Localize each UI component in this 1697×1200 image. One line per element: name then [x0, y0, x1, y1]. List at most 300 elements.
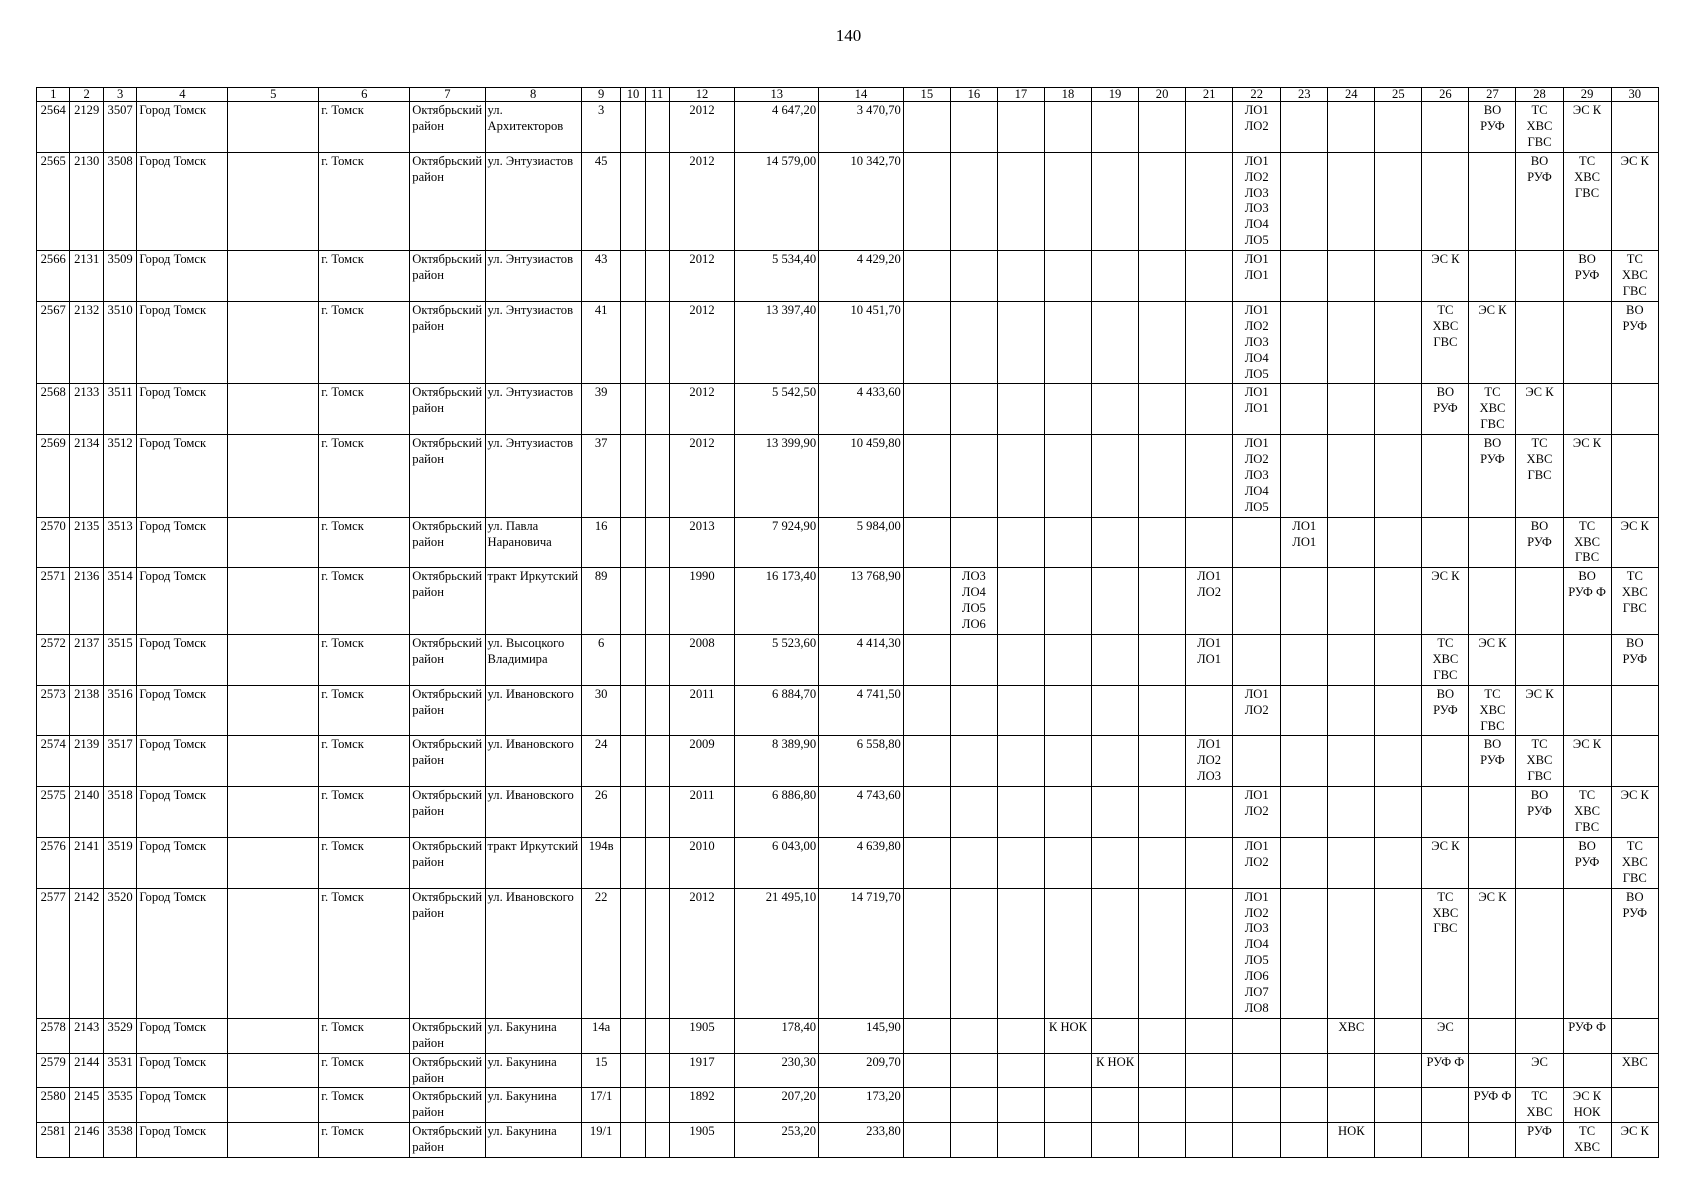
cell-total-area: 8 389,90 — [735, 736, 819, 787]
cell-col-28: ТС ХВС ГВС — [1516, 736, 1563, 787]
cell-col-30: ЭС К — [1611, 517, 1658, 568]
cell-col-17 — [997, 1018, 1044, 1053]
cell-col-22 — [1233, 1123, 1281, 1158]
cell-col-11 — [645, 736, 669, 787]
cell-settlement: г. Томск — [319, 1123, 410, 1158]
cell-col-10 — [621, 517, 645, 568]
column-header-3: 3 — [103, 88, 136, 102]
cell-street: тракт Иркутский — [485, 568, 581, 635]
cell-year-built: 2012 — [669, 888, 735, 1018]
cell-col-25 — [1375, 837, 1422, 888]
cell-col-15 — [903, 635, 950, 686]
cell-living-area: 4 639,80 — [819, 837, 904, 888]
cell-col-30: ТС ХВС ГВС — [1611, 251, 1658, 302]
cell-street: тракт Иркутский — [485, 837, 581, 888]
cell-col-21 — [1186, 435, 1233, 518]
cell-col-11 — [645, 301, 669, 384]
cell-col-17 — [997, 736, 1044, 787]
cell-col-24 — [1328, 1053, 1375, 1088]
cell-col-18 — [1044, 736, 1091, 787]
cell-col-22: ЛО1 ЛО2 ЛО3 ЛО4 ЛО5 — [1233, 301, 1281, 384]
cell-col-16 — [950, 251, 997, 302]
cell-living-area: 145,90 — [819, 1018, 904, 1053]
cell-col-5 — [228, 736, 319, 787]
cell-settlement: г. Томск — [319, 568, 410, 635]
cell-col-10 — [621, 102, 645, 153]
cell-total-area: 5 523,60 — [735, 635, 819, 686]
cell-col-26: ВО РУФ — [1422, 685, 1469, 736]
cell-col-20 — [1139, 888, 1186, 1018]
cell-col-25 — [1375, 517, 1422, 568]
cell-col-23 — [1281, 787, 1328, 838]
cell-col-17 — [997, 517, 1044, 568]
cell-year-built: 2008 — [669, 635, 735, 686]
cell-col-16 — [950, 736, 997, 787]
column-header-16: 16 — [950, 88, 997, 102]
cell-col-21: ЛО1 ЛО2 ЛО3 — [1186, 736, 1233, 787]
cell-col-15 — [903, 1053, 950, 1088]
cell-col-29: ЭС К НОК — [1563, 1088, 1611, 1123]
table-row — [37, 888, 1659, 1018]
cell-col-n1: 2568 — [37, 384, 70, 435]
cell-settlement: г. Томск — [319, 384, 410, 435]
cell-col-n1: 2572 — [37, 635, 70, 686]
column-header-15: 15 — [903, 88, 950, 102]
cell-district: Октябрьский район — [410, 568, 485, 635]
cell-year-built: 2012 — [669, 102, 735, 153]
cell-col-20 — [1139, 435, 1186, 518]
cell-col-21 — [1186, 102, 1233, 153]
cell-col-n1: 2571 — [37, 568, 70, 635]
cell-col-20 — [1139, 685, 1186, 736]
column-header-4: 4 — [137, 88, 228, 102]
cell-house-number: 14а — [581, 1018, 621, 1053]
cell-col-n3: 3515 — [103, 635, 136, 686]
cell-col-22 — [1233, 1088, 1281, 1123]
cell-col-24 — [1328, 517, 1375, 568]
cell-col-17 — [997, 787, 1044, 838]
cell-col-19 — [1092, 837, 1139, 888]
cell-col-23 — [1281, 301, 1328, 384]
cell-col-11 — [645, 1018, 669, 1053]
cell-street: ул. Ивановского — [485, 736, 581, 787]
cell-total-area: 207,20 — [735, 1088, 819, 1123]
cell-living-area: 10 342,70 — [819, 152, 904, 250]
cell-col-27: ТС ХВС ГВС — [1469, 685, 1516, 736]
cell-col-5 — [228, 1088, 319, 1123]
table-row — [37, 1018, 1659, 1053]
cell-street: ул. Высоцкого Владимира — [485, 635, 581, 686]
cell-col-26 — [1422, 102, 1469, 153]
cell-col-24: НОК — [1328, 1123, 1375, 1158]
cell-col-5 — [228, 888, 319, 1018]
cell-total-area: 230,30 — [735, 1053, 819, 1088]
cell-col-25 — [1375, 435, 1422, 518]
cell-col-20 — [1139, 384, 1186, 435]
column-header-24: 24 — [1328, 88, 1375, 102]
cell-col-11 — [645, 837, 669, 888]
cell-district: Октябрьский район — [410, 251, 485, 302]
cell-house-number: 16 — [581, 517, 621, 568]
cell-col-5 — [228, 787, 319, 838]
cell-col-20 — [1139, 736, 1186, 787]
column-header-18: 18 — [1044, 88, 1091, 102]
cell-col-28: ТС ХВС ГВС — [1516, 102, 1563, 153]
cell-col-15 — [903, 1088, 950, 1123]
column-header-27: 27 — [1469, 88, 1516, 102]
table-row — [37, 102, 1659, 153]
cell-col-10 — [621, 1123, 645, 1158]
cell-house-number: 17/1 — [581, 1088, 621, 1123]
cell-col-n2: 2142 — [70, 888, 103, 1018]
cell-col-19 — [1092, 1018, 1139, 1053]
table-row — [37, 435, 1659, 518]
cell-col-15 — [903, 251, 950, 302]
cell-col-16 — [950, 435, 997, 518]
cell-col-25 — [1375, 888, 1422, 1018]
cell-col-17 — [997, 152, 1044, 250]
cell-col-21 — [1186, 685, 1233, 736]
cell-col-n3: 3514 — [103, 568, 136, 635]
table-row — [37, 685, 1659, 736]
cell-col-26 — [1422, 736, 1469, 787]
cell-col-29 — [1563, 685, 1611, 736]
cell-col-17 — [997, 301, 1044, 384]
cell-total-area: 6 884,70 — [735, 685, 819, 736]
cell-col-11 — [645, 517, 669, 568]
cell-district: Октябрьский район — [410, 1018, 485, 1053]
cell-district: Октябрьский район — [410, 152, 485, 250]
cell-col-16 — [950, 301, 997, 384]
cell-total-area: 178,40 — [735, 1018, 819, 1053]
cell-col-25 — [1375, 152, 1422, 250]
cell-col-15 — [903, 837, 950, 888]
cell-col-16 — [950, 1053, 997, 1088]
cell-year-built: 2013 — [669, 517, 735, 568]
table-row — [37, 837, 1659, 888]
cell-house-number: 22 — [581, 888, 621, 1018]
cell-col-5 — [228, 635, 319, 686]
cell-settlement: г. Томск — [319, 152, 410, 250]
cell-living-area: 5 984,00 — [819, 517, 904, 568]
cell-street: ул. Энтузиастов — [485, 301, 581, 384]
cell-municipality: Город Томск — [137, 1123, 228, 1158]
cell-municipality: Город Томск — [137, 685, 228, 736]
cell-col-10 — [621, 251, 645, 302]
cell-col-19: К НОК — [1092, 1053, 1139, 1088]
cell-col-25 — [1375, 384, 1422, 435]
cell-col-25 — [1375, 301, 1422, 384]
cell-col-30: ХВС — [1611, 1053, 1658, 1088]
cell-col-19 — [1092, 301, 1139, 384]
cell-house-number: 43 — [581, 251, 621, 302]
cell-col-30 — [1611, 384, 1658, 435]
cell-col-n3: 3511 — [103, 384, 136, 435]
cell-col-18 — [1044, 102, 1091, 153]
cell-col-n3: 3538 — [103, 1123, 136, 1158]
cell-col-27 — [1469, 251, 1516, 302]
cell-col-10 — [621, 435, 645, 518]
cell-col-24 — [1328, 568, 1375, 635]
column-header-26: 26 — [1422, 88, 1469, 102]
cell-municipality: Город Томск — [137, 888, 228, 1018]
cell-col-19 — [1092, 787, 1139, 838]
cell-col-26: ЭС К — [1422, 837, 1469, 888]
cell-col-11 — [645, 384, 669, 435]
cell-col-15 — [903, 1123, 950, 1158]
column-header-19: 19 — [1092, 88, 1139, 102]
cell-total-area: 6 043,00 — [735, 837, 819, 888]
cell-municipality: Город Томск — [137, 1088, 228, 1123]
cell-settlement: г. Томск — [319, 787, 410, 838]
column-header-25: 25 — [1375, 88, 1422, 102]
cell-col-27: РУФ Ф — [1469, 1088, 1516, 1123]
cell-col-18 — [1044, 517, 1091, 568]
cell-col-21 — [1186, 152, 1233, 250]
cell-municipality: Город Томск — [137, 635, 228, 686]
cell-col-18 — [1044, 1088, 1091, 1123]
cell-col-28 — [1516, 1018, 1563, 1053]
cell-col-n1: 2570 — [37, 517, 70, 568]
cell-col-15 — [903, 787, 950, 838]
cell-col-21 — [1186, 1123, 1233, 1158]
cell-col-19 — [1092, 517, 1139, 568]
cell-col-22: ЛО1 ЛО2 — [1233, 837, 1281, 888]
table-row — [37, 1123, 1659, 1158]
cell-street: ул. Бакунина — [485, 1018, 581, 1053]
cell-col-21 — [1186, 888, 1233, 1018]
cell-col-24 — [1328, 685, 1375, 736]
cell-house-number: 15 — [581, 1053, 621, 1088]
cell-col-n3: 3535 — [103, 1088, 136, 1123]
cell-col-10 — [621, 685, 645, 736]
cell-col-23 — [1281, 736, 1328, 787]
cell-col-20 — [1139, 1088, 1186, 1123]
cell-col-17 — [997, 1088, 1044, 1123]
cell-col-26 — [1422, 517, 1469, 568]
cell-col-n2: 2131 — [70, 251, 103, 302]
cell-col-30 — [1611, 1088, 1658, 1123]
cell-col-26: ТС ХВС ГВС — [1422, 888, 1469, 1018]
cell-total-area: 4 647,20 — [735, 102, 819, 153]
cell-col-20 — [1139, 1123, 1186, 1158]
cell-col-18 — [1044, 384, 1091, 435]
cell-col-23 — [1281, 1018, 1328, 1053]
cell-col-5 — [228, 435, 319, 518]
cell-col-22: ЛО1 ЛО1 — [1233, 251, 1281, 302]
cell-district: Октябрьский район — [410, 837, 485, 888]
cell-col-22 — [1233, 517, 1281, 568]
cell-col-n3: 3517 — [103, 736, 136, 787]
cell-col-20 — [1139, 568, 1186, 635]
cell-col-n2: 2145 — [70, 1088, 103, 1123]
cell-col-29: ТС ХВС ГВС — [1563, 152, 1611, 250]
cell-col-n2: 2146 — [70, 1123, 103, 1158]
cell-col-16 — [950, 685, 997, 736]
cell-col-23 — [1281, 888, 1328, 1018]
cell-col-5 — [228, 685, 319, 736]
column-header-8: 8 — [485, 88, 581, 102]
cell-col-27: ЭС К — [1469, 888, 1516, 1018]
cell-col-10 — [621, 736, 645, 787]
cell-col-29: ВО РУФ Ф — [1563, 568, 1611, 635]
column-header-20: 20 — [1139, 88, 1186, 102]
cell-settlement: г. Томск — [319, 301, 410, 384]
cell-col-17 — [997, 888, 1044, 1018]
cell-col-28: ЭС — [1516, 1053, 1563, 1088]
cell-col-n2: 2141 — [70, 837, 103, 888]
cell-total-area: 5 534,40 — [735, 251, 819, 302]
cell-col-17 — [997, 435, 1044, 518]
cell-col-22 — [1233, 635, 1281, 686]
cell-municipality: Город Томск — [137, 1053, 228, 1088]
cell-col-n2: 2132 — [70, 301, 103, 384]
cell-col-10 — [621, 1088, 645, 1123]
cell-col-27 — [1469, 152, 1516, 250]
cell-col-n1: 2579 — [37, 1053, 70, 1088]
cell-col-17 — [997, 1053, 1044, 1088]
cell-col-29: ЭС К — [1563, 736, 1611, 787]
cell-col-18: К НОК — [1044, 1018, 1091, 1053]
cell-col-23 — [1281, 1088, 1328, 1123]
cell-col-25 — [1375, 251, 1422, 302]
cell-municipality: Город Томск — [137, 736, 228, 787]
cell-col-28 — [1516, 888, 1563, 1018]
cell-col-28 — [1516, 251, 1563, 302]
cell-col-26: ТС ХВС ГВС — [1422, 301, 1469, 384]
cell-col-29 — [1563, 635, 1611, 686]
cell-living-area: 3 470,70 — [819, 102, 904, 153]
cell-col-29 — [1563, 888, 1611, 1018]
cell-year-built: 2012 — [669, 251, 735, 302]
cell-col-23 — [1281, 685, 1328, 736]
cell-col-27 — [1469, 1018, 1516, 1053]
cell-col-25 — [1375, 635, 1422, 686]
cell-living-area: 4 741,50 — [819, 685, 904, 736]
cell-col-18 — [1044, 635, 1091, 686]
cell-living-area: 4 429,20 — [819, 251, 904, 302]
cell-col-16 — [950, 1088, 997, 1123]
cell-col-19 — [1092, 568, 1139, 635]
cell-col-n1: 2567 — [37, 301, 70, 384]
cell-municipality: Город Томск — [137, 251, 228, 302]
cell-col-23 — [1281, 635, 1328, 686]
cell-living-area: 6 558,80 — [819, 736, 904, 787]
cell-col-29: ТС ХВС ГВС — [1563, 787, 1611, 838]
cell-house-number: 39 — [581, 384, 621, 435]
column-header-30: 30 — [1611, 88, 1658, 102]
cell-col-n2: 2138 — [70, 685, 103, 736]
cell-year-built: 2012 — [669, 301, 735, 384]
cell-settlement: г. Томск — [319, 517, 410, 568]
cell-street: ул. Архитекторов — [485, 102, 581, 153]
cell-street: ул. Бакунина — [485, 1088, 581, 1123]
cell-municipality: Город Томск — [137, 1018, 228, 1053]
cell-col-n3: 3512 — [103, 435, 136, 518]
column-header-22: 22 — [1233, 88, 1281, 102]
cell-col-20 — [1139, 102, 1186, 153]
cell-col-n1: 2580 — [37, 1088, 70, 1123]
cell-col-23 — [1281, 837, 1328, 888]
cell-total-area: 21 495,10 — [735, 888, 819, 1018]
cell-settlement: г. Томск — [319, 435, 410, 518]
cell-living-area: 173,20 — [819, 1088, 904, 1123]
cell-house-number: 3 — [581, 102, 621, 153]
cell-col-24 — [1328, 635, 1375, 686]
cell-col-23: ЛО1 ЛО1 — [1281, 517, 1328, 568]
cell-col-26: ЭС К — [1422, 251, 1469, 302]
cell-house-number: 41 — [581, 301, 621, 384]
cell-street: ул. Ивановского — [485, 888, 581, 1018]
cell-col-18 — [1044, 152, 1091, 250]
cell-col-24 — [1328, 301, 1375, 384]
cell-col-n3: 3529 — [103, 1018, 136, 1053]
register-table — [36, 87, 1659, 1158]
cell-col-21 — [1186, 251, 1233, 302]
cell-col-16: ЛО3 ЛО4 ЛО5 ЛО6 — [950, 568, 997, 635]
cell-col-19 — [1092, 1088, 1139, 1123]
cell-year-built: 1905 — [669, 1123, 735, 1158]
cell-col-22: ЛО1 ЛО2 ЛО3 ЛО4 ЛО5 — [1233, 435, 1281, 518]
cell-year-built: 2011 — [669, 685, 735, 736]
column-header-9: 9 — [581, 88, 621, 102]
column-header-13: 13 — [735, 88, 819, 102]
cell-col-18 — [1044, 1053, 1091, 1088]
cell-house-number: 6 — [581, 635, 621, 686]
cell-col-26 — [1422, 152, 1469, 250]
cell-settlement: г. Томск — [319, 736, 410, 787]
cell-house-number: 89 — [581, 568, 621, 635]
cell-total-area: 13 397,40 — [735, 301, 819, 384]
cell-col-28 — [1516, 837, 1563, 888]
cell-living-area: 10 451,70 — [819, 301, 904, 384]
cell-col-10 — [621, 888, 645, 1018]
cell-year-built: 2011 — [669, 787, 735, 838]
cell-municipality: Город Томск — [137, 102, 228, 153]
cell-col-n2: 2143 — [70, 1018, 103, 1053]
cell-col-24 — [1328, 837, 1375, 888]
cell-col-20 — [1139, 635, 1186, 686]
cell-street: ул. Энтузиастов — [485, 384, 581, 435]
cell-street: ул. Бакунина — [485, 1053, 581, 1088]
cell-col-25 — [1375, 102, 1422, 153]
cell-col-11 — [645, 787, 669, 838]
cell-col-n2: 2130 — [70, 152, 103, 250]
column-header-14: 14 — [819, 88, 904, 102]
cell-col-15 — [903, 1018, 950, 1053]
cell-col-5 — [228, 102, 319, 153]
cell-col-21 — [1186, 837, 1233, 888]
cell-col-22: ЛО1 ЛО2 — [1233, 787, 1281, 838]
cell-street: ул. Ивановского — [485, 685, 581, 736]
cell-col-27: ВО РУФ — [1469, 102, 1516, 153]
cell-district: Октябрьский район — [410, 685, 485, 736]
cell-living-area: 4 433,60 — [819, 384, 904, 435]
table-row — [37, 736, 1659, 787]
cell-col-20 — [1139, 837, 1186, 888]
cell-col-23 — [1281, 384, 1328, 435]
cell-total-area: 14 579,00 — [735, 152, 819, 250]
cell-col-29 — [1563, 1053, 1611, 1088]
cell-total-area: 5 542,50 — [735, 384, 819, 435]
column-header-23: 23 — [1281, 88, 1328, 102]
column-header-2: 2 — [70, 88, 103, 102]
cell-col-19 — [1092, 384, 1139, 435]
cell-col-29: ВО РУФ — [1563, 251, 1611, 302]
cell-col-15 — [903, 568, 950, 635]
cell-col-30: ТС ХВС ГВС — [1611, 837, 1658, 888]
cell-col-25 — [1375, 568, 1422, 635]
